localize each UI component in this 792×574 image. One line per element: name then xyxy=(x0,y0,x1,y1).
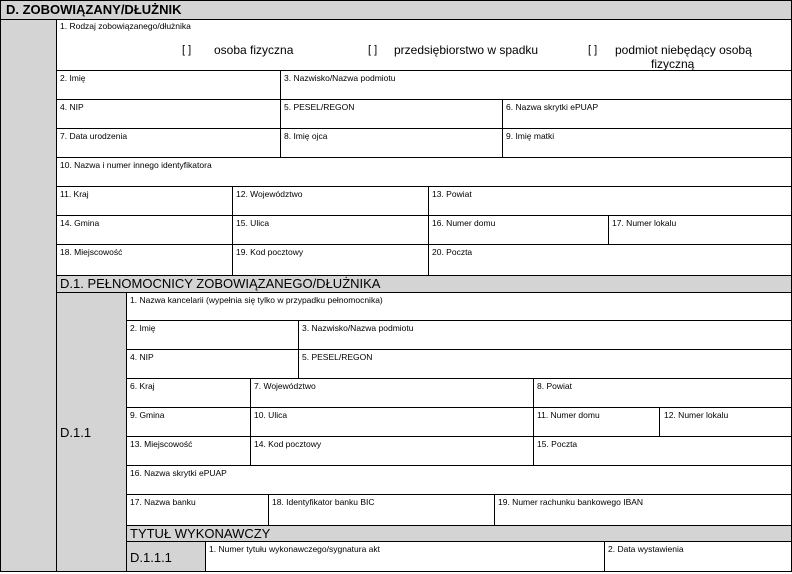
d-inny-identyfikator-input[interactable] xyxy=(57,171,790,185)
tytul-sub-label: D.1.1.1 xyxy=(130,550,172,565)
d-field-4-label: 4. NIP xyxy=(60,102,84,112)
d-field-8-label: 8. Imię ojca xyxy=(284,131,328,141)
d1-bic-input[interactable] xyxy=(269,508,493,524)
section-d11-label: D.1.1 xyxy=(60,425,92,440)
d-kraj-input[interactable] xyxy=(57,200,231,214)
d-field-15-label: 15. Ulica xyxy=(236,218,270,228)
tytul-numer-input[interactable] xyxy=(206,555,603,570)
d1-field-10-label: 10. Ulica xyxy=(254,410,288,420)
d1-numer-domu-input[interactable] xyxy=(534,421,658,435)
d1-field-17-label: 17. Nazwa banku xyxy=(130,497,196,507)
d1-powiat-input[interactable] xyxy=(534,392,790,406)
d1-field-15-label: 15. Poczta xyxy=(537,439,578,449)
d1-miejscowosc-input[interactable] xyxy=(127,450,249,464)
section-d-title: D. ZOBOWIĄZANY/DŁUŻNIK xyxy=(6,2,182,17)
d-field-2-label: 2. Imię xyxy=(60,73,86,83)
d-gmina-input[interactable] xyxy=(57,229,231,243)
d1-field-1-label: 1. Nazwa kancelarii (wypełnia się tylko w przypadku pełnomocnika) xyxy=(130,295,383,305)
d1-field-2-label: 2. Imię xyxy=(130,323,156,333)
d-imie-input[interactable] xyxy=(57,84,279,98)
d-data-urodzenia-input[interactable] xyxy=(57,142,279,156)
d1-iban-input[interactable] xyxy=(495,508,790,524)
d-field-18-label: 18. Miejscowość xyxy=(60,247,123,257)
d-numer-domu-input[interactable] xyxy=(429,229,607,243)
checkbox-osoba-fizyczna[interactable]: [ ] xyxy=(182,44,192,56)
checkbox-podmiot-niebedacy-osoba[interactable]: [ ] xyxy=(588,44,598,56)
d-field-6-label: 6. Nazwa skrytki ePUAP xyxy=(506,102,599,112)
d-field-20-label: 20. Poczta xyxy=(432,247,473,257)
d-kod-pocztowy-input[interactable] xyxy=(233,258,427,274)
d1-field-19-label: 19. Numer rachunku bankowego IBAN xyxy=(498,497,644,507)
d1-gmina-input[interactable] xyxy=(127,421,249,435)
d1-imie-input[interactable] xyxy=(127,334,297,348)
d-field-5-label: 5. PESEL/REGON xyxy=(284,102,355,112)
d-field-13-label: 13. Powiat xyxy=(432,189,472,199)
d1-field-7-label: 7. Województwo xyxy=(254,381,316,391)
d1-field-18-label: 18. Identyfikator banku BIC xyxy=(272,497,375,507)
d1-field-12-label: 12. Numer lokalu xyxy=(664,410,729,420)
d-pesel-input[interactable] xyxy=(281,113,501,127)
d1-nip-input[interactable] xyxy=(127,363,297,377)
d1-nazwisko-input[interactable] xyxy=(299,334,790,348)
d-field-9-label: 9. Imię matki xyxy=(506,131,555,141)
d1-field-8-label: 8. Powiat xyxy=(537,381,572,391)
option-osoba-fizyczna-label: osoba fizyczna xyxy=(214,43,294,57)
d-field-17-label: 17. Numer lokalu xyxy=(612,218,677,228)
d-epuap-input[interactable] xyxy=(503,113,790,127)
d-field-7-label: 7. Data urodzenia xyxy=(60,131,128,141)
d-poczta-input[interactable] xyxy=(429,258,790,274)
d1-field-5-label: 5. PESEL/REGON xyxy=(302,352,373,362)
d-numer-lokalu-input[interactable] xyxy=(609,229,790,243)
d1-field-14-label: 14. Kod pocztowy xyxy=(254,439,322,449)
d1-numer-lokalu-input[interactable] xyxy=(660,421,790,435)
d1-wojewodztwo-input[interactable] xyxy=(251,392,532,406)
d-nip-input[interactable] xyxy=(57,113,279,127)
option-przedsiebiorstwo-label: przedsiębiorstwo w spadku xyxy=(394,43,539,57)
d1-bank-input[interactable] xyxy=(127,508,267,524)
d1-field-9-label: 9. Gmina xyxy=(130,410,165,420)
d1-poczta-input[interactable] xyxy=(534,450,790,464)
option-podmiot-label-line2: fizyczną xyxy=(651,57,695,71)
d1-kod-pocztowy-input[interactable] xyxy=(251,450,532,464)
d-nazwisko-input[interactable] xyxy=(281,84,790,98)
d-imie-ojca-input[interactable] xyxy=(281,142,501,156)
d1-kraj-input[interactable] xyxy=(127,392,249,406)
d1-field-3-label: 3. Nazwisko/Nazwa podmiotu xyxy=(302,323,414,333)
tytul-field-2-label: 2. Data wystawienia xyxy=(608,544,684,554)
tytul-title: TYTUŁ WYKONAWCZY xyxy=(130,526,271,541)
d1-ulica-input[interactable] xyxy=(251,421,532,435)
d1-pesel-input[interactable] xyxy=(299,363,790,377)
d1-field-6-label: 6. Kraj xyxy=(130,381,155,391)
d-field-12-label: 12. Województwo xyxy=(236,189,303,199)
d1-field-13-label: 13. Miejscowość xyxy=(130,439,193,449)
d-field-3-label: 3. Nazwisko/Nazwa podmiotu xyxy=(284,73,396,83)
d1-field-11-label: 11. Numer domu xyxy=(537,410,600,420)
d1-field-4-label: 4. NIP xyxy=(130,352,154,362)
d-miejscowosc-input[interactable] xyxy=(57,258,231,274)
d-field-16-label: 16. Numer domu xyxy=(432,218,496,228)
d-wojewodztwo-input[interactable] xyxy=(233,200,427,214)
d-powiat-input[interactable] xyxy=(429,200,790,214)
section-d1-title: D.1. PEŁNOMOCNICY ZOBOWIĄZANEGO/DŁUŻNIKA xyxy=(60,276,381,291)
d-field-10-label: 10. Nazwa i numer innego identyfikatora xyxy=(60,160,212,170)
checkbox-przedsiebiorstwo-w-spadku[interactable]: [ ] xyxy=(368,44,378,56)
d1-kancelaria-input[interactable] xyxy=(127,306,790,319)
tytul-field-1-label: 1. Numer tytułu wykonawczego/sygnatura akt xyxy=(209,544,381,554)
d-field-11-label: 11. Kraj xyxy=(60,189,89,199)
d1-field-16-label: 16. Nazwa skrytki ePUAP xyxy=(130,468,227,478)
option-podmiot-label-line1: podmiot niebędący osobą xyxy=(615,43,752,57)
d-field-1-label: 1. Rodzaj zobowiązanego/dłużnika xyxy=(60,21,191,31)
d-imie-matki-input[interactable] xyxy=(503,142,790,156)
d-field-19-label: 19. Kod pocztowy xyxy=(236,247,304,257)
d1-epuap-input[interactable] xyxy=(127,479,790,493)
d-ulica-input[interactable] xyxy=(233,229,427,243)
d-field-14-label: 14. Gmina xyxy=(60,218,100,228)
tytul-data-input[interactable] xyxy=(605,555,790,570)
